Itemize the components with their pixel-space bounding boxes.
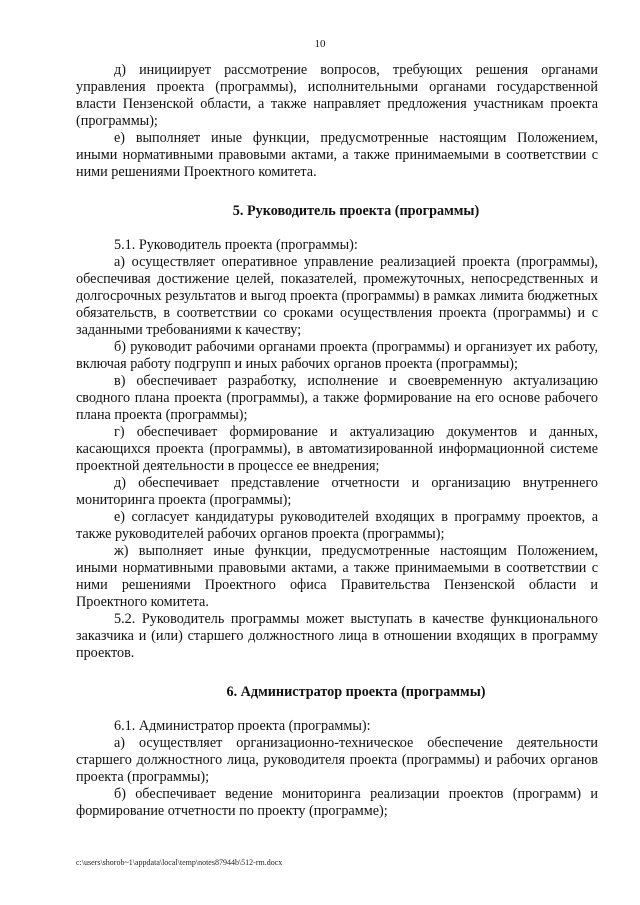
- document-body: [76, 62, 598, 820]
- paragraph-5-1-b: б) руководит рабочими органами проекта (программы) и организует их работу, включая работу подгрупп и иных рабочих органов проекта (программы);: [76, 339, 598, 372]
- paragraph-5-1-zh: ж) выполняет иные функции, предусмотренные настоящим Положением, иными нормативными правовыми актами, а также принимаемыми в соответствии с ними решениями Проектного офиса Правительства Пензенской области и Проектного комитета.: [76, 543, 598, 610]
- paragraph-5-1-e: е) согласует кандидатуры руководителей входящих в программу проектов, а также руководителей рабочих органов проекта (программы);: [76, 509, 598, 542]
- paragraph-5-1: 5.1. Руководитель проекта (программы):: [114, 237, 358, 253]
- section-5-heading: 5. Руководитель проекта (программы): [232, 203, 480, 219]
- page-number: 10: [314, 38, 326, 50]
- paragraph-5-1-v: в) обеспечивает разработку, исполнение и своевременную актуализацию сводного плана проекта (программы), а также формирование на его основе рабочего плана проекта (программы);: [76, 373, 598, 423]
- paragraph-6-1: 6.1. Администратор проекта (программы):: [114, 718, 371, 734]
- paragraph-5-2: 5.2. Руководитель программы может выступать в качестве функционального заказчика и (или) старшего должностного лица в отношении входящих в программу проектов.: [76, 611, 598, 661]
- paragraph-e-other-functions: е) выполняет иные функции, предусмотренные настоящим Положением, иными нормативными правовыми актами, а также принимаемыми в соответствии с ними решениями Проектного комитета.: [76, 130, 598, 180]
- section-6-heading: 6. Администратор проекта (программы): [226, 684, 486, 700]
- paragraph-6-1-b: б) обеспечивает ведение мониторинга реализации проектов (программ) и формирование отчетности по проекту (программе);: [76, 786, 598, 819]
- paragraph-5-1-g: г) обеспечивает формирование и актуализацию документов и данных, касающихся проекта (программы), в автоматизированной информационной системе проектной деятельности в процессе ее внедрения;: [76, 424, 598, 474]
- footer-file-path: c:\users\shorob~1\appdata\local\temp\notes87944b\512-rm.docx: [76, 858, 283, 867]
- paragraph-d-initiates: д) инициирует рассмотрение вопросов, требующих решения органами управления проекта (программы), исполнительными органами государственной власти Пензенской области, а также направляет предложения участникам проекта (программы);: [76, 62, 598, 129]
- paragraph-6-1-a: а) осуществляет организационно-техническое обеспечение деятельности старшего должностного лица, руководителя проекта (программы) и рабочих органов проекта (программы);: [76, 735, 598, 785]
- paragraph-5-1-d: д) обеспечивает представление отчетности и организацию внутреннего мониторинга проекта (программы);: [76, 475, 598, 508]
- paragraph-5-1-a: а) осуществляет оперативное управление реализацией проекта (программы), обеспечивая достижение целей, показателей, промежуточных, непосредственных и долгосрочных результатов и выгод проекта (программы) в рамках лимита бюджетных обязательств, в соответствии со сроками осуществления проекта (программы) и с заданными требованиями к качеству;: [76, 254, 598, 338]
